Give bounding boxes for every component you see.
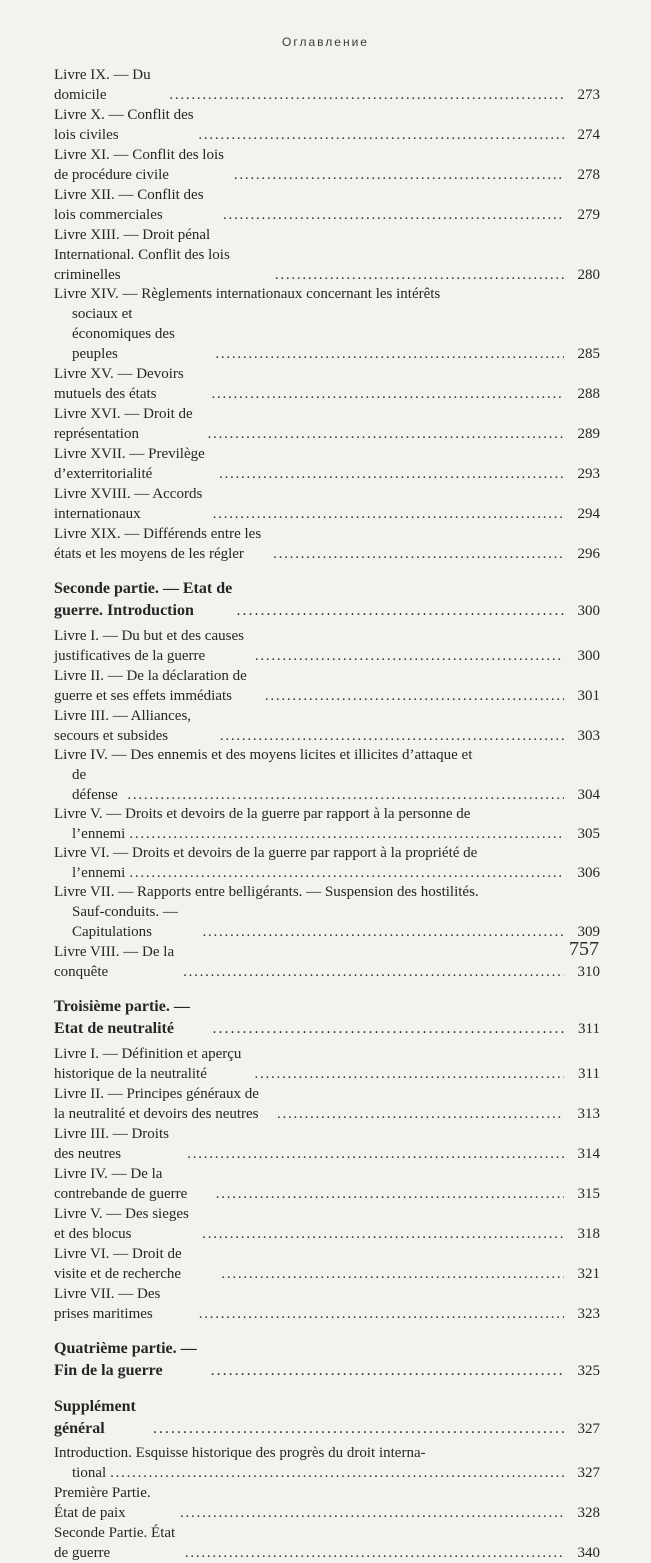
toc-entry-title: Livre IX. — Du domicile — [54, 67, 151, 103]
dot-leader — [202, 1224, 564, 1244]
dot-leader — [208, 424, 564, 444]
toc-entry-title-continued: l’ennemi — [72, 865, 126, 881]
dot-leader — [213, 1018, 564, 1040]
toc-entry-title: Livre XIII. — Droit pénal International. Conflit des lois criminelles — [54, 227, 230, 283]
toc-entry-title: Livre VIII. — De la conquête — [54, 944, 175, 980]
toc-page-number: 294 — [577, 506, 600, 522]
part-title: Supplément général — [54, 1398, 136, 1437]
dot-leader — [219, 464, 564, 484]
section-gap — [54, 1382, 600, 1396]
toc-page-number: 278 — [577, 167, 600, 183]
dot-leader — [221, 1264, 564, 1284]
toc-entry-title-continued: tional — [72, 1465, 107, 1481]
running-head: Оглавление — [282, 35, 369, 49]
toc-entry-title: Livre I. — Du but et des causes justificatives de la guerre — [54, 628, 244, 664]
toc-entry-title: Livre V. — Des sieges et des blocus — [54, 1206, 189, 1242]
toc-entry-title: Livre X. — Conflit des lois civiles — [54, 107, 194, 143]
dot-leader — [129, 824, 564, 844]
toc-part-heading[interactable] — [54, 996, 600, 1040]
toc-entry[interactable] — [54, 626, 600, 666]
dot-leader — [198, 125, 564, 145]
toc-entry[interactable] — [54, 145, 600, 185]
toc-entry-title: Livre VII. — Rapports entre belligérants. — Suspension des hostilités. — [54, 884, 479, 900]
dot-leader — [275, 265, 564, 285]
dot-leader — [265, 686, 564, 706]
toc-entry[interactable] — [54, 942, 600, 982]
toc-page-number: 306 — [577, 865, 600, 881]
toc-entry[interactable] — [54, 863, 600, 883]
toc-entry-title: Livre XIX. — Différends entre les états et les moyens de les régler — [54, 526, 262, 562]
toc-entry[interactable] — [54, 765, 600, 805]
dot-leader — [216, 1184, 564, 1204]
toc-entry[interactable] — [54, 524, 600, 564]
toc-page-number: 288 — [577, 386, 600, 402]
toc-entry[interactable] — [54, 1124, 600, 1164]
toc-entry-title: Livre II. — De la déclaration de guerre et ses effets immédiats — [54, 668, 247, 704]
toc-entry-title: Livre III. — Droits des neutres — [54, 1126, 169, 1162]
toc-page-number: 289 — [577, 426, 600, 442]
toc-page-number: 296 — [577, 546, 600, 562]
toc-entry-title-continued: Sauf-conduits. — Capitulations — [72, 904, 178, 940]
dot-leader — [185, 1543, 564, 1563]
toc-entry[interactable] — [54, 65, 600, 105]
toc-entry-line[interactable] — [54, 844, 600, 863]
toc-page-number: 305 — [577, 826, 600, 842]
dot-leader — [215, 344, 564, 364]
dot-leader — [129, 863, 564, 883]
toc-page-number: 327 — [577, 1421, 600, 1437]
toc-page-number: 300 — [577, 603, 600, 619]
toc-page-number: 309 — [577, 924, 600, 940]
dot-leader — [183, 962, 564, 982]
dot-leader — [110, 1463, 564, 1483]
toc-entry[interactable] — [54, 1204, 600, 1244]
toc-page-number: 304 — [577, 787, 600, 803]
toc-page-number: 300 — [577, 648, 600, 664]
toc-entry-line[interactable] — [54, 805, 600, 824]
toc-entry-title: Première Partie. État de paix — [54, 1485, 151, 1521]
toc-part-heading[interactable] — [54, 1338, 600, 1382]
dot-leader — [236, 600, 564, 622]
toc-entry-title-continued: l’ennemi — [72, 826, 126, 842]
toc-entry-title: Livre IV. — De la contrebande de guerre — [54, 1166, 188, 1202]
toc-entry[interactable] — [54, 666, 600, 706]
dot-leader — [127, 785, 564, 805]
toc-page-number: 273 — [577, 87, 600, 103]
toc-entry-line[interactable] — [54, 1444, 600, 1463]
section-gap — [54, 1324, 600, 1338]
dot-leader — [203, 922, 565, 942]
toc-entry[interactable] — [54, 1044, 600, 1084]
toc-entry-title-continued: de défense — [72, 767, 118, 803]
toc-entry[interactable] — [54, 105, 600, 145]
toc-entry[interactable] — [54, 484, 600, 524]
toc-entry-line[interactable] — [54, 285, 600, 304]
dot-leader — [277, 1104, 564, 1124]
toc-entry[interactable] — [54, 225, 600, 285]
toc-page-number: 328 — [577, 1505, 600, 1521]
toc-page-number: 280 — [577, 267, 600, 283]
toc-entry-title: Introduction. Esquisse historique des progrès du droit interna- — [54, 1445, 426, 1461]
toc-entry-title: Livre V. — Droits et devoirs de la guerre par rapport à la personne de — [54, 806, 471, 822]
part-title: Quatrième partie. — Fin de la guerre — [54, 1340, 197, 1379]
toc-page-number: 314 — [577, 1146, 600, 1162]
toc-entry[interactable] — [54, 364, 600, 404]
toc-entry-title: Livre IV. — Des ennemis et des moyens licites et illicites d’attaque et — [54, 747, 473, 763]
toc-entry-title: Livre VI. — Droits et devoirs de la guerre par rapport à la propriété de — [54, 845, 478, 861]
toc-page-number: 327 — [577, 1465, 600, 1481]
toc-entry-title: Livre I. — Définition et aperçu historique de la neutralité — [54, 1046, 242, 1082]
toc-entry-title: Livre VI. — Droit de visite et de recherche — [54, 1246, 182, 1282]
toc-page-number: 293 — [577, 466, 600, 482]
toc-page-number: 274 — [577, 127, 600, 143]
toc-part-heading[interactable] — [54, 1396, 600, 1440]
dot-leader — [212, 384, 564, 404]
part-title: Troisième partie. — Etat de neutralité — [54, 998, 190, 1037]
dot-leader — [169, 85, 564, 105]
toc-entry-line[interactable] — [54, 746, 600, 765]
dot-leader — [211, 1360, 564, 1382]
dot-leader — [187, 1144, 564, 1164]
dot-leader — [199, 1304, 564, 1324]
toc-page-number: 318 — [577, 1226, 600, 1242]
toc-entry[interactable] — [54, 444, 600, 484]
dot-leader — [220, 726, 564, 746]
toc-entry-title: Livre XVII. — Previlège d’exterritorialité — [54, 446, 205, 482]
toc-page-number: 321 — [577, 1266, 600, 1282]
toc-entry[interactable] — [54, 404, 600, 444]
section-gap — [54, 982, 600, 996]
toc-entry[interactable] — [54, 304, 600, 364]
toc-entry[interactable] — [54, 1164, 600, 1204]
toc-page-number: 303 — [577, 728, 600, 744]
toc-page-number: 310 — [577, 964, 600, 980]
toc-entry-title: Livre VII. — Des prises maritimes — [54, 1286, 161, 1322]
dot-leader — [234, 165, 564, 185]
toc-page-number: 313 — [577, 1106, 600, 1122]
toc-page-number: 311 — [578, 1066, 600, 1082]
dot-leader — [180, 1503, 564, 1523]
toc-page-number: 279 — [577, 207, 600, 223]
dot-leader — [273, 544, 564, 564]
toc-entry-title: Livre III. — Alliances, secours et subsides — [54, 708, 192, 744]
toc-entry-title: Seconde Partie. État de guerre — [54, 1525, 176, 1561]
toc-entry-title: Livre XII. — Conflit des lois commerciales — [54, 187, 204, 223]
toc-entry-title: Livre XV. — Devoirs mutuels des états — [54, 366, 184, 402]
toc-entry-title: Livre XIV. — Règlements internationaux concernant les intérêts — [54, 286, 441, 302]
dot-leader — [223, 205, 564, 225]
toc-page-number: 311 — [578, 1021, 600, 1037]
toc-entry[interactable] — [54, 1084, 600, 1124]
toc-entry[interactable] — [54, 824, 600, 844]
dot-leader — [255, 646, 564, 666]
toc-page-number: 315 — [577, 1186, 600, 1202]
toc-part-heading[interactable] — [54, 578, 600, 622]
toc-entry[interactable] — [54, 1244, 600, 1284]
toc-entry[interactable] — [54, 185, 600, 225]
toc-entry[interactable] — [54, 902, 600, 942]
toc-page-number: 301 — [577, 688, 600, 704]
toc-entry[interactable] — [54, 1463, 600, 1483]
toc-entry-title: Livre XVI. — Droit de représentation — [54, 406, 193, 442]
toc-entry-title: Livre XI. — Conflit des lois de procédure civile — [54, 147, 224, 183]
dot-leader — [213, 504, 564, 524]
toc-entry-line[interactable] — [54, 883, 600, 902]
toc-entry[interactable] — [54, 1523, 600, 1563]
table-of-contents — [54, 65, 600, 1563]
toc-entry-title-continued: sociaux et économiques des peuples — [72, 306, 175, 362]
dot-leader — [255, 1064, 564, 1084]
dot-leader — [153, 1418, 564, 1440]
page-number: 757 — [569, 938, 599, 960]
section-gap — [54, 564, 600, 578]
toc-entry-title: Livre II. — Principes généraux de la neutralité et devoirs des neutres — [54, 1086, 259, 1122]
toc-page-number: 285 — [577, 346, 600, 362]
toc-entry[interactable] — [54, 1284, 600, 1324]
toc-entry-title: Livre XVIII. — Accords internationaux — [54, 486, 203, 522]
toc-page-number: 323 — [577, 1306, 600, 1322]
part-title: Seconde partie. — Etat de guerre. Introduction — [54, 580, 233, 619]
toc-entry[interactable] — [54, 706, 600, 746]
toc-page-number: 325 — [577, 1363, 600, 1379]
toc-entry[interactable] — [54, 1483, 600, 1523]
toc-page-number: 340 — [577, 1545, 600, 1561]
